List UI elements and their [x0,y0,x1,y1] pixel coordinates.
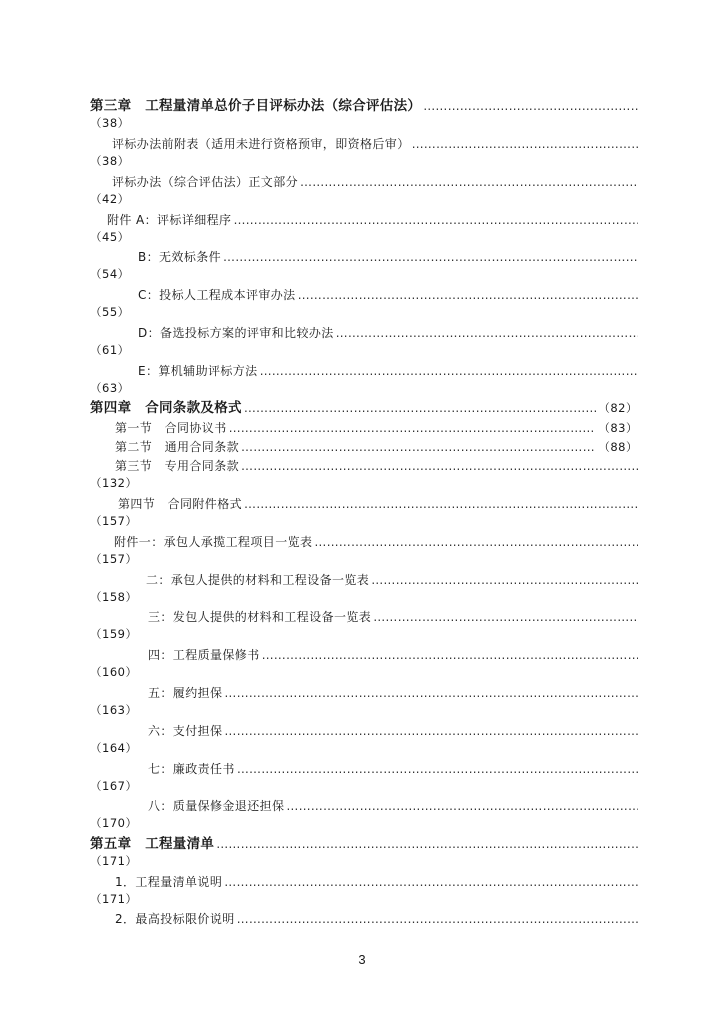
dot-leader [412,136,638,152]
toc-label: 三：发包人提供的材料和工程设备一览表 [148,610,372,624]
dot-leader [237,911,638,927]
dot-leader [262,647,638,663]
toc-label: 八：质量保修金退还担保 [148,799,285,813]
toc-label: 1．工程量清单说明 [115,875,223,889]
toc-page: （157） [90,552,138,566]
dot-leader [237,761,638,777]
toc-page: （61） [90,343,130,357]
toc-page: （55） [90,305,130,319]
toc-page: （157） [90,514,138,528]
toc-page: （82） [598,401,638,415]
toc-label: 二：承包人提供的材料和工程设备一览表 [146,573,370,587]
toc-page: （158） [90,590,138,604]
toc-label: 附件 A：评标详细程序 [107,213,232,227]
toc-label: C：投标人工程成本评审办法 [138,288,296,302]
toc-page: （83） [598,421,638,435]
toc-page: （42） [90,192,130,206]
toc-page: （132） [90,476,138,490]
toc-label: 第五章 工程量清单 [90,836,215,852]
dot-leader [224,723,638,739]
toc-label: 2．最高投标限价说明 [115,912,235,926]
toc-page: （54） [90,267,130,281]
toc-label: 五：履约担保 [148,686,223,700]
toc-page: （159） [90,627,138,641]
toc-label: 第四章 合同条款及格式 [90,400,242,416]
toc-page: （163） [90,703,138,717]
dot-leader [244,400,597,416]
toc-label: 评标办法前附表（适用未进行资格预审，即资格后审） [112,137,410,151]
toc-page: （164） [90,741,138,755]
toc-label: 第一节 合同协议书 [115,421,227,435]
dot-leader [286,798,638,814]
dot-leader [423,98,638,114]
dot-leader [224,685,638,701]
toc-label: 四：工程质量保修书 [148,648,260,662]
toc-label: 第三章 工程量清单总价子目评标办法（综合评估法） [90,98,422,114]
toc-page: （171） [90,854,138,868]
toc-page: （88） [598,440,638,454]
toc-page: （171） [90,892,138,906]
toc-label: 第二节 通用合同条款 [115,440,240,454]
toc-label: 七：廉政责任书 [148,762,235,776]
dot-leader [373,609,638,625]
dot-leader [371,572,638,588]
toc-page: （167） [90,779,138,793]
toc-label: B：无效标条件 [138,250,222,264]
dot-leader [336,325,638,341]
dot-leader [241,439,596,455]
toc-page: （38） [90,154,130,168]
toc-page: （170） [90,816,138,830]
toc-label: 第三节 专用合同条款 [115,459,240,473]
toc-page: （38） [90,116,130,130]
toc-label: 评标办法（综合评估法）正文部分 [112,175,299,189]
dot-leader [233,212,638,228]
dot-leader [314,534,638,550]
dot-leader [224,874,638,890]
toc-page: （45） [90,230,130,244]
dot-leader [216,836,638,852]
dot-leader [298,287,638,303]
toc-label: 第四节 合同附件格式 [118,497,243,511]
dot-leader [223,249,638,265]
dot-leader [241,458,638,474]
dot-leader [300,174,638,190]
page-number: 3 [358,952,366,967]
toc-page: （160） [90,665,138,679]
dot-leader [244,496,638,512]
toc-label: D：备选投标方案的评审和比较办法 [138,326,334,340]
toc-label: E：算机辅助评标方法 [138,364,258,378]
toc-label: 附件一：承包人承揽工程项目一览表 [114,535,313,549]
toc-page: （63） [90,381,130,395]
toc-label: 六：支付担保 [148,724,223,738]
dot-leader [229,420,597,436]
dot-leader [260,363,638,379]
